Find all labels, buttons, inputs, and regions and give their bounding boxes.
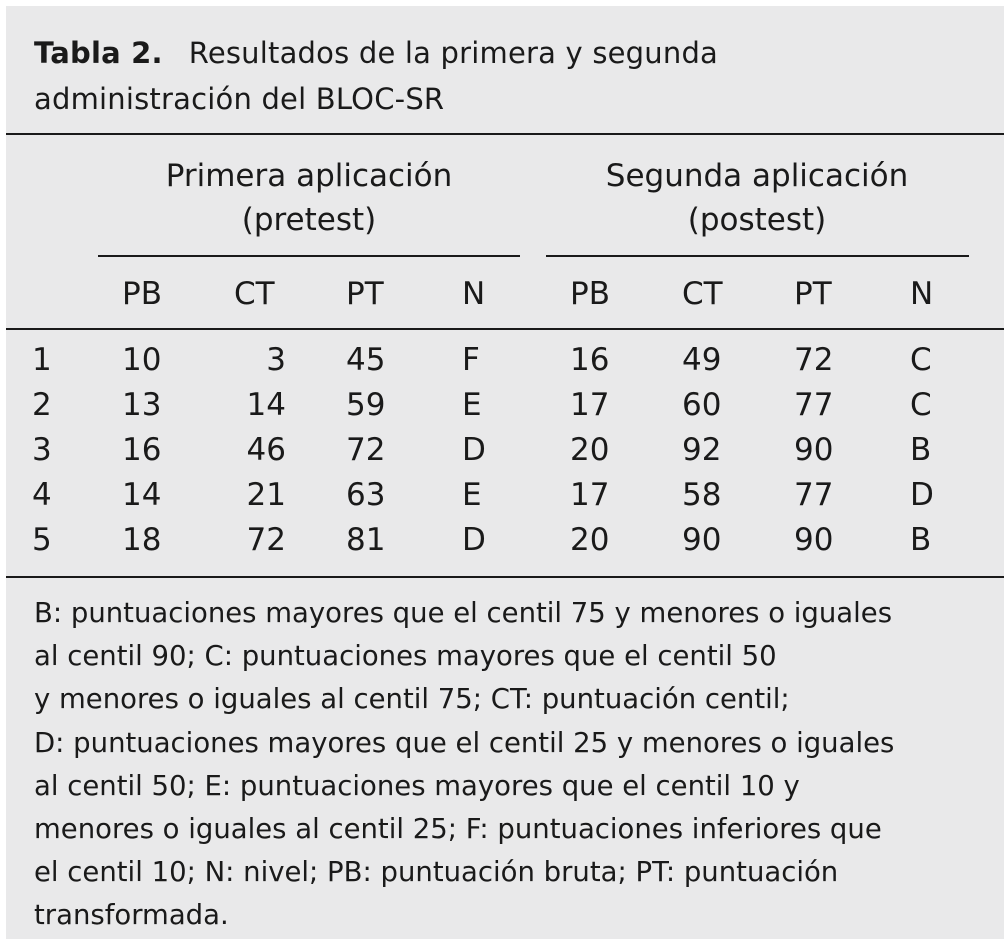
table-cell: D [910,477,934,513]
table-cell: 17 [570,387,610,423]
group-header-postest-line-2: (postest) [687,202,827,238]
table-caption [34,30,974,122]
table-cell: 21 [246,477,286,513]
table-cell: 81 [346,522,386,558]
group-header-pretest-line-1: Primera aplicación [165,158,453,194]
table-cell: 77 [794,387,834,423]
table-cell: 90 [682,522,722,558]
table-cell: 20 [570,522,610,558]
table-cell: 14 [122,477,162,513]
table-cell: F [462,342,480,378]
table-panel [6,6,1004,939]
table-cell: E [462,477,482,513]
footnote-line: al centil 90; C: puntuaciones mayores que el centil 50 [34,640,777,673]
group-rule-pretest [98,255,520,257]
caption-label: Tabla 2. [34,36,163,70]
column-header-n-postest: N [910,276,934,312]
table-cell: 20 [570,432,610,468]
header-rule [6,328,1004,330]
table-cell: D [462,522,486,558]
column-header-ct-pretest: CT [234,276,275,312]
caption-line-1 [34,30,974,76]
row-id: 5 [32,522,52,558]
table-cell: D [462,432,486,468]
caption-title-line-1: Resultados de la primera y segunda [188,36,719,70]
table-cell: E [462,387,482,423]
table-cell: 63 [346,477,386,513]
row-id: 2 [32,387,52,423]
table-cell: C [910,342,932,378]
column-header-n-pretest: N [462,276,486,312]
footnote-line: al centil 50; E: puntuaciones mayores que el centil 10 y [34,769,800,802]
group-rule-postest [546,255,969,257]
table-cell: 17 [570,477,610,513]
group-header-postest-line-1: Segunda aplicación [605,158,909,194]
column-header-pb-postest: PB [570,276,610,312]
group-header-pretest-line-2: (pretest) [241,202,377,238]
footnote-line: y menores o iguales al centil 75; CT: puntuación centil; [34,683,790,716]
table-cell: 72 [346,432,386,468]
table-cell: B [910,522,932,558]
table-footnote [34,592,994,938]
row-id: 1 [32,342,52,378]
bottom-rule [6,576,1004,578]
table-cell: 45 [346,342,386,378]
table-cell: 72 [246,522,286,558]
column-header-ct-postest: CT [682,276,723,312]
footnote-line: menores o iguales al centil 25; F: puntuaciones inferiores que [34,813,882,846]
table-cell: 46 [246,432,286,468]
group-header-pretest [98,154,520,242]
group-header-postest [546,154,968,242]
footnote-line: el centil 10; N: nivel; PB: puntuación bruta; PT: puntuación [34,856,839,889]
table-cell: 10 [122,342,162,378]
table-cell: C [910,387,932,423]
table-cell: 72 [794,342,834,378]
table-cell: B [910,432,932,468]
table-cell: 92 [682,432,722,468]
table-cell: 16 [570,342,610,378]
table-cell: 14 [246,387,286,423]
row-id: 4 [32,477,52,513]
footnote-line: B: puntuaciones mayores que el centil 75 y menores o iguales [34,597,893,629]
table-cell: 90 [794,432,834,468]
table-cell: 16 [122,432,162,468]
table-cell: 49 [682,342,722,378]
column-header-pt-pretest: PT [346,276,384,312]
footnote-line: D: puntuaciones mayores que el centil 25 y menores o iguales [34,726,895,759]
table-cell: 3 [266,342,286,378]
table-cell: 77 [794,477,834,513]
table-cell: 60 [682,387,722,423]
table-cell: 59 [346,387,386,423]
table-cell: 58 [682,477,722,513]
table-cell: 90 [794,522,834,558]
top-rule [6,133,1004,135]
table-cell: 18 [122,522,162,558]
row-id: 3 [32,432,52,468]
table-cell: 13 [122,387,162,423]
caption-title-line-2: administración del BLOC-SR [34,82,445,116]
footnote-line: transformada. [34,899,229,932]
column-header-pt-postest: PT [794,276,832,312]
column-header-pb-pretest: PB [122,276,162,312]
